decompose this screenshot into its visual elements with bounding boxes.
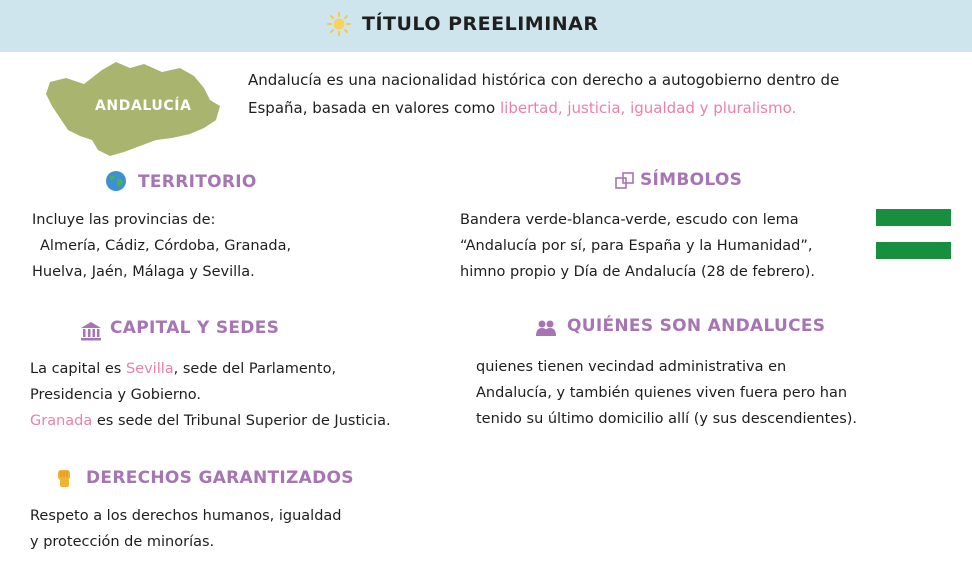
people-icon bbox=[535, 317, 557, 339]
quienes-line2: Andalucía, y también quienes viven fuera pero han bbox=[476, 385, 848, 401]
territorio-provinces-line1: Almería, Cádiz, Córdoba, Granada, bbox=[40, 238, 292, 254]
raised-fist-icon bbox=[53, 467, 75, 489]
map-label: ANDALUCÍA bbox=[95, 98, 192, 114]
capital-line1 bbox=[30, 356, 336, 382]
intro-text: Andalucía es una nacionalidad histórica con derecho a autogobierno dentro de España, basada en valores como bbox=[248, 71, 840, 117]
territorio-title: TERRITORIO bbox=[138, 172, 257, 192]
symbols-icon bbox=[614, 170, 636, 192]
capital-city-sevilla: Sevilla bbox=[125, 361, 174, 377]
capital-line2: Presidencia y Gobierno. bbox=[30, 387, 202, 403]
globe-icon bbox=[105, 170, 127, 192]
flag-stripe-bottom bbox=[876, 242, 951, 259]
page-title: TÍTULO PREELIMINAR bbox=[362, 13, 599, 35]
header-bar bbox=[0, 0, 972, 52]
intro-values-highlight: libertad, justicia, igualdad y pluralismo. bbox=[500, 99, 797, 117]
building-icon bbox=[80, 320, 102, 342]
capital-line3-after: es sede del Tribunal Superior de Justicia. bbox=[92, 413, 391, 429]
territorio-intro: Incluye las provincias de: bbox=[32, 212, 216, 228]
capital-title: CAPITAL Y SEDES bbox=[110, 318, 280, 338]
quienes-line1: quienes tienen vecindad administrativa en bbox=[476, 359, 787, 375]
derechos-title: DERECHOS GARANTIZADOS bbox=[86, 468, 354, 488]
capital-line1-before: La capital es bbox=[30, 361, 126, 377]
capital-line3 bbox=[30, 408, 391, 434]
quienes-line3: tenido su último domicilio allí (y sus descendientes). bbox=[476, 411, 858, 427]
capital-line1-after: , sede del Parlamento, bbox=[173, 361, 337, 377]
sun-icon bbox=[327, 12, 351, 36]
flag-stripe-top bbox=[876, 209, 951, 226]
territorio-provinces-line2: Huelva, Jaén, Málaga y Sevilla. bbox=[32, 264, 255, 280]
capital-city-granada: Granada bbox=[30, 413, 93, 429]
derechos-line2: y protección de minorías. bbox=[30, 534, 215, 550]
simbolos-line3: himno propio y Día de Andalucía (28 de febrero). bbox=[460, 264, 815, 280]
simbolos-line2: “Andalucía por sí, para España y la Humanidad”, bbox=[460, 238, 813, 254]
simbolos-line1: Bandera verde-blanca-verde, escudo con lema bbox=[460, 212, 799, 228]
quienes-title: QUIÉNES SON ANDALUCES bbox=[567, 316, 826, 336]
derechos-line1: Respeto a los derechos humanos, igualdad bbox=[30, 508, 342, 524]
intro-paragraph bbox=[248, 66, 898, 122]
simbolos-title: SÍMBOLOS bbox=[640, 170, 743, 190]
